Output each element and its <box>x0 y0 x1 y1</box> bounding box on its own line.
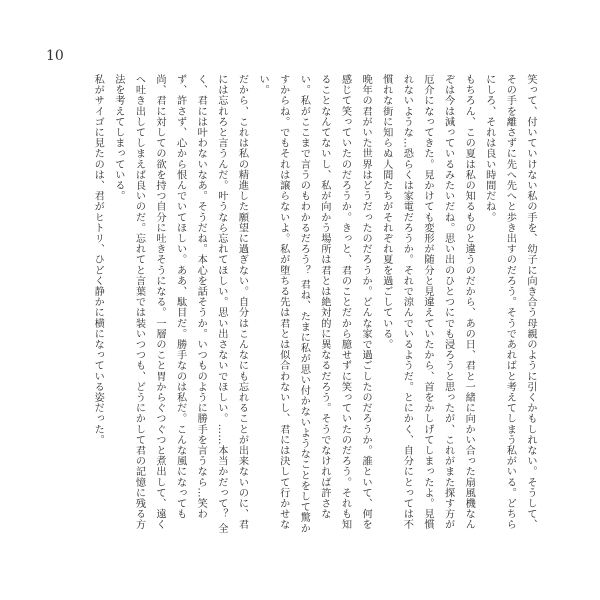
paragraph: 笑って、付いていけない私の手を、幼子に向き合う母親のように引くかもしれない。そうして、その手を離さずに先へ先へと歩き出すのだろう。そうであればと考えてしまう私がいる。どちらにしろ、それは良い時間だね。 <box>483 74 536 530</box>
paragraph: だから、これは私の精進した願望に過ぎない。自分はこんなにも忘れることが出来ないのに、君には忘れろと言うんだ。叶うなら忘れてほしい。思い出さないでほしい。……本当かだって？ 全く、君には叶わないなあ。そうだね。本心を話そうか。いつものように勝手を言うなら…笑わず、許さず、心から恨んでいてほしい。ああ、駄目だ。勝手なのは私だ。こんな風になっても尚、君に対しての欲を持つ自分に吐きそうになる。一層のこと胃からぐつぐつと煮出して、遠くへ吐き出してしまえば良いのだ。忘れてと言葉では装いつつも、どうにかして君の記憶に残る方法を考えてしまっている。 <box>112 74 248 534</box>
body-text <box>60 74 540 534</box>
paragraph: 晩年の君がいた世界はどうだったのだろうか。どんな家で過ごしたのだろうか。誰といて、何を感じて笑っていたのだろうか。きっと、君のことだから臆せずに笑っていたのだろう。それも知ることなんてないし、私が向かう場所は君とは絶対的に異なるだろう。そうでなければ許さない。私がここまで言うのもわかるだろう？ 君ね、たまに私が思い付かないようなことをして驚かすからね。でもそれは譲らないよ。私が堕ちる先は君とは似合わないし、君には決して行かせない。 <box>257 74 372 534</box>
paragraph: もちろん、この夏は私の知るものと違うのだから、あの日、君と一緒に向かい合った扇風機なんぞは今は減っているみたいだね。思い出のひとつにでも浸ろうと思ったが、これがまた探す方が厄介になってきた。見かけても変形が随分と見違えていたから、首をかしげてしまったよ。見慣れないような…恐らくは家電だろうか。それで涼んでいるようだ。とにかく、自分にとっては不慣れな街に知らぬ人間たちがそれぞれ夏を過ごしている。 <box>380 74 475 530</box>
paragraph: 私がサイゴに見たのは、君がヒトリ、ひどく静かに横になっている姿だった。 <box>92 74 104 445</box>
page-number: 10 <box>46 48 64 64</box>
